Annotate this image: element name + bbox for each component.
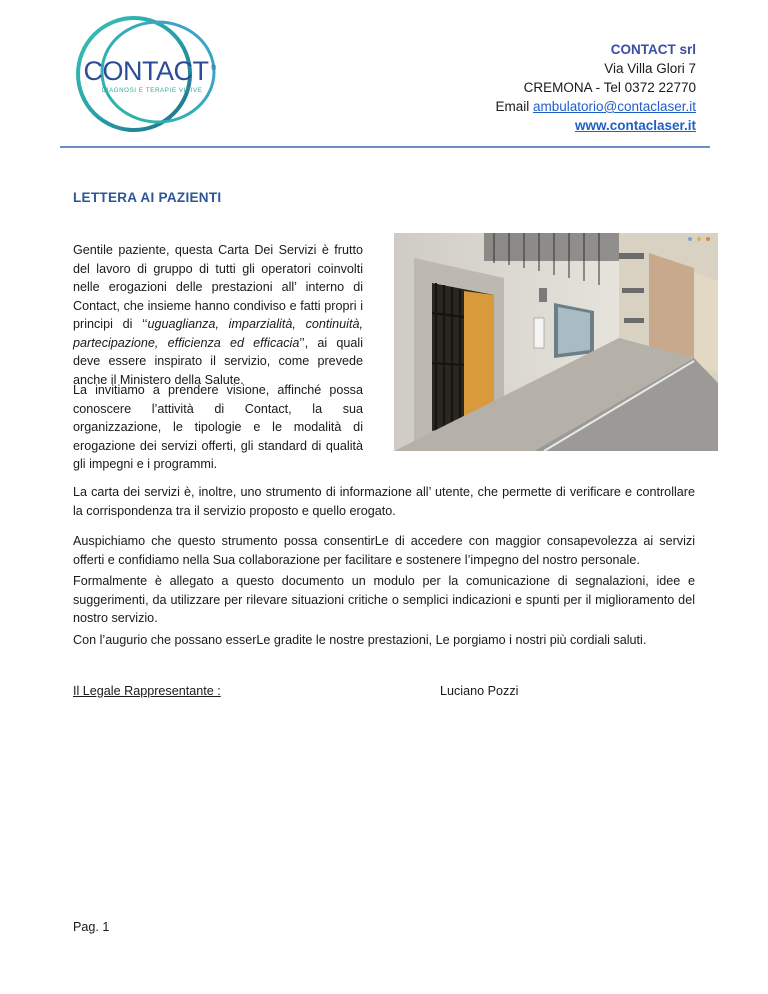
page-number: Pag. 1: [73, 920, 110, 934]
paragraph-5: Formalmente è allegato a questo documento un modulo per la comunicazione di segnalazioni, idee e suggerimenti, da utilizzare per rilevare situazioni critiche o semplici indicazioni e spunti per il miglioramento del nostro servizio.: [73, 574, 695, 625]
address: Via Villa Glori 7: [604, 61, 696, 76]
email-link[interactable]: ambulatorio@contaclaser.it: [532, 99, 696, 114]
website-link[interactable]: www.contaclaser.it: [574, 118, 696, 133]
svg-text:DIAGNOSI E TERAPIE VISIVE: DIAGNOSI E TERAPIE VISIVE: [101, 87, 203, 94]
header-divider: [60, 146, 710, 148]
paragraph-4: Auspichiamo che questo strumento possa consentirLe di accedere con maggior consapevolezza ai servizi offerti e confidiamo nella Sua collaborazione per facilitare e sostenere l’impegno del nostro personale.: [73, 534, 695, 567]
paragraph-6: Con l’augurio che possano esserLe gradite le nostre prestazioni, Le porgiamo i nostri più cordiali saluti.: [73, 633, 647, 647]
paragraph-1: Gentile paziente, questa Carta Dei Servizi è frutto del lavoro di gruppo di tutti gli operatori coinvolti nelle erogazioni delle prestazioni all’ interno di Contact, che insieme hanno condiviso e fatti propri i principi di ‘‘uguaglianza, imparzialità, continuità, partecipazione, efficienza ed efficacia’’, ai quali deve essere inspirato il servizio, come prevede anche il Ministero della Salute.: [73, 243, 363, 387]
page-title: LETTERA AI PAZIENTI: [73, 190, 222, 205]
email-line: [495, 97, 696, 116]
contact-info: [495, 40, 696, 135]
email-label: Email: [495, 99, 533, 114]
company-name: CONTACT srl: [610, 42, 696, 57]
city-phone: CREMONA - Tel 0372 22770: [523, 80, 696, 95]
principles-italic: uguaglianza, imparzialità, continuità, partecipazione, efficienza ed efficacia: [73, 317, 363, 350]
building-photo: [394, 233, 718, 451]
paragraph-3: La carta dei servizi è, inoltre, uno strumento di informazione all’ utente, che permette di verificare e controllare la corrispondenza tra il servizio proposto e quello erogato.: [73, 485, 695, 518]
paragraph-2: La invitiamo a prendere visione, affinché possa conoscere l’attività di Contact, la sua organizzazione, le tipologie e le modalità di erogazione dei servizi offerti, gli standard di qualità gli impegni e i programmi.: [73, 383, 363, 471]
svg-text:®: ®: [211, 65, 217, 72]
signature-name: Luciano Pozzi: [440, 684, 519, 698]
contact-logo: [72, 14, 222, 136]
signature-label: Il Legale Rappresentante :: [73, 684, 221, 698]
svg-text:CONTACT: CONTACT: [83, 56, 209, 86]
